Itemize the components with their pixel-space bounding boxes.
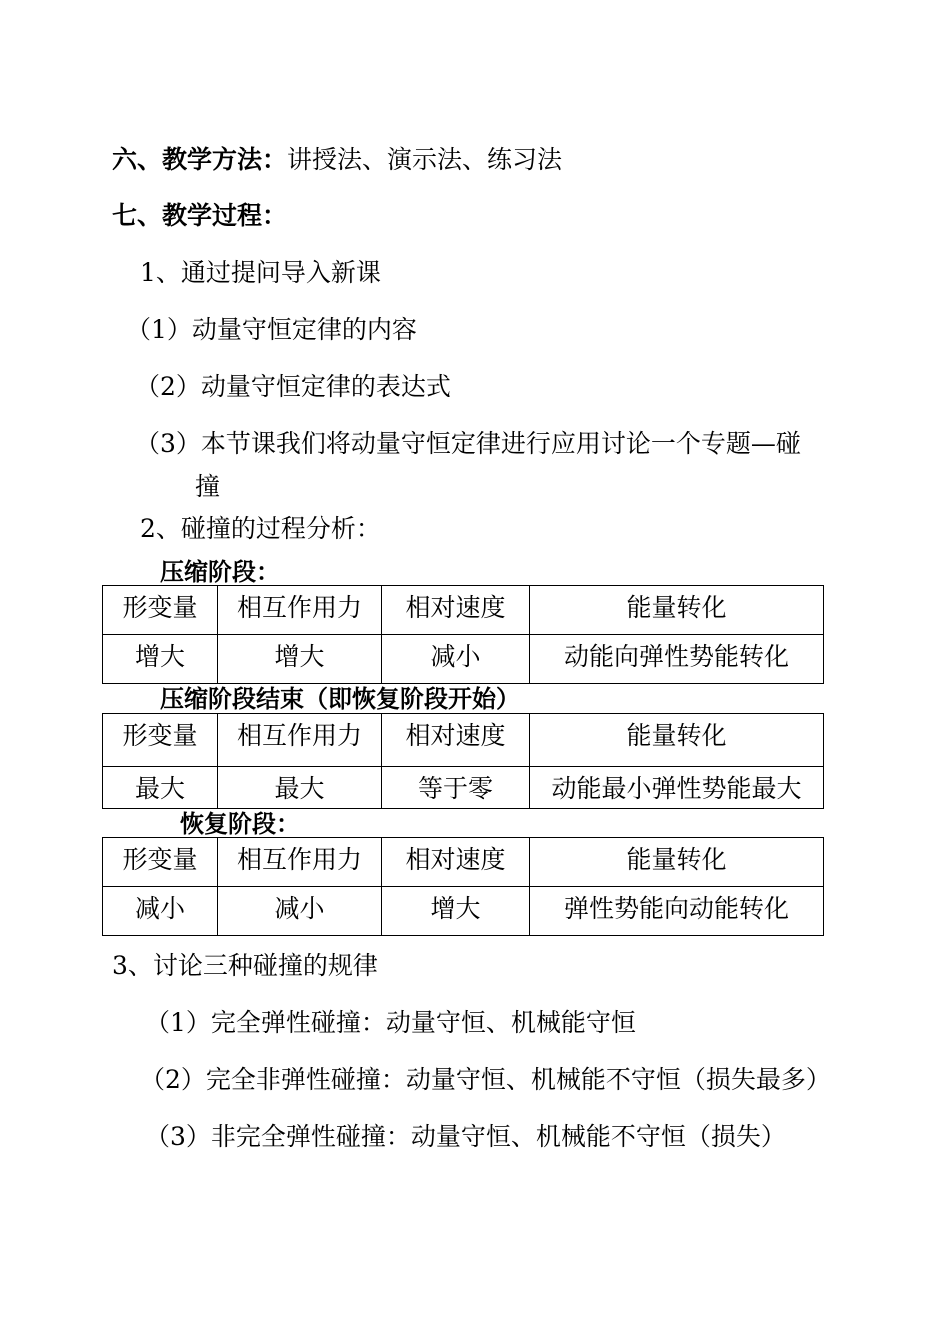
table-row	[103, 767, 824, 809]
cell-relative-velocity: 等于零	[382, 767, 530, 809]
table-restoration	[102, 837, 824, 936]
header-interaction-force: 相互作用力	[218, 714, 382, 767]
header-energy-conversion: 能量转化	[530, 586, 824, 635]
step1-item-3-continuation: 撞	[195, 472, 221, 501]
cell-deformation: 减小	[103, 887, 218, 936]
table-row	[103, 635, 824, 684]
cell-energy-conversion: 动能最小弹性势能最大	[530, 767, 824, 809]
header-deformation: 形变量	[103, 838, 218, 887]
step3-title: 3、讨论三种碰撞的规律	[112, 951, 378, 980]
header-interaction-force: 相互作用力	[218, 586, 382, 635]
cell-relative-velocity: 增大	[382, 887, 530, 936]
header-interaction-force: 相互作用力	[218, 838, 382, 887]
header-energy-conversion: 能量转化	[530, 838, 824, 887]
table-row	[103, 887, 824, 936]
table3-caption: 恢复阶段：	[180, 809, 300, 838]
section6-content: 讲授法、演示法、练习法	[287, 145, 563, 174]
step1-item-2: （2）动量守恒定律的表达式	[135, 372, 451, 401]
header-relative-velocity: 相对速度	[382, 586, 530, 635]
cell-interaction-force: 减小	[218, 887, 382, 936]
section6-heading: 六、教学方法：	[112, 145, 288, 174]
section7-heading: 七、教学过程：	[112, 201, 288, 230]
table-header-row	[103, 714, 824, 767]
cell-relative-velocity: 减小	[382, 635, 530, 684]
step3-item-3: （3）非完全弹性碰撞：动量守恒、机械能不守恒（损失）	[145, 1122, 786, 1151]
table-header-row	[103, 838, 824, 887]
step1-item-3: （3）本节课我们将动量守恒定律进行应用讨论一个专题—碰	[135, 429, 801, 458]
cell-energy-conversion: 动能向弹性势能转化	[530, 635, 824, 684]
cell-deformation: 最大	[103, 767, 218, 809]
step1-title: 1、通过提问导入新课	[140, 258, 381, 287]
table1-caption: 压缩阶段：	[160, 557, 280, 586]
step3-item-2: （2）完全非弹性碰撞：动量守恒、机械能不守恒（损失最多）	[140, 1065, 831, 1094]
step1-item-1: （1）动量守恒定律的内容	[126, 315, 417, 344]
cell-energy-conversion: 弹性势能向动能转化	[530, 887, 824, 936]
cell-deformation: 增大	[103, 635, 218, 684]
table-header-row	[103, 586, 824, 635]
header-energy-conversion: 能量转化	[530, 714, 824, 767]
cell-interaction-force: 最大	[218, 767, 382, 809]
header-deformation: 形变量	[103, 586, 218, 635]
header-deformation: 形变量	[103, 714, 218, 767]
header-relative-velocity: 相对速度	[382, 838, 530, 887]
table-compression	[102, 585, 824, 684]
step3-item-1: （1）完全弹性碰撞：动量守恒、机械能守恒	[145, 1008, 636, 1037]
cell-interaction-force: 增大	[218, 635, 382, 684]
table-compression-end	[102, 713, 824, 809]
table2-caption: 压缩阶段结束（即恢复阶段开始）	[160, 684, 520, 713]
section6-line	[112, 143, 562, 177]
step2-title: 2、碰撞的过程分析：	[140, 514, 381, 543]
header-relative-velocity: 相对速度	[382, 714, 530, 767]
